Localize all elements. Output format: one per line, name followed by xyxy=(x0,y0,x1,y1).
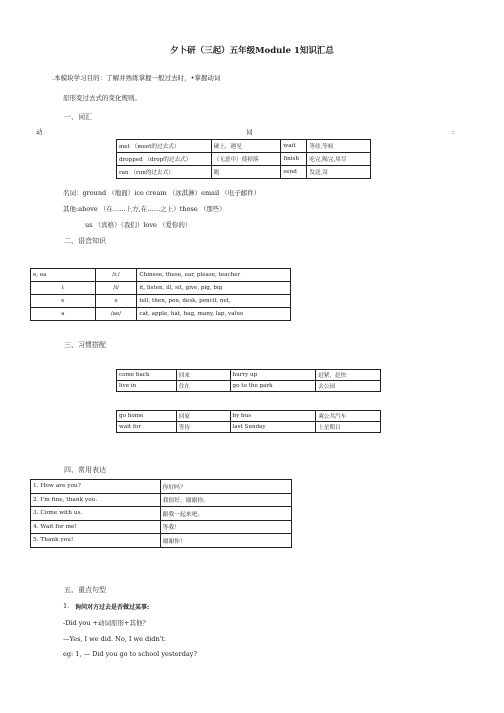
table-cell: 吃完,喝完,用尽 xyxy=(307,153,371,166)
table-cell: 3. Come with us. xyxy=(31,507,161,521)
table-cell: i xyxy=(31,282,96,295)
vocab-label-left: 动 xyxy=(36,128,43,136)
table-cell: 谢谢你！ xyxy=(160,534,291,548)
nouns-line: 名词：ground （地面）ice cream （冰淇淋）email （电子邮件） xyxy=(63,189,261,197)
table-cell: 你好吗？ xyxy=(160,480,291,494)
table-cell: wait for xyxy=(117,422,177,433)
table-row xyxy=(31,269,291,282)
vocab-table xyxy=(116,139,371,179)
phrases-table-1 xyxy=(116,369,381,392)
intro-line-2: 原形变过去式的变化规则。 xyxy=(63,94,141,102)
table-cell: 2. I'm fine, thank you. xyxy=(31,493,161,507)
table-row xyxy=(117,140,371,153)
table-cell: by bus xyxy=(230,411,316,422)
table-cell: cat, apple, hat, bag, many, lap, value xyxy=(137,308,291,321)
table-row xyxy=(31,507,292,521)
table-row xyxy=(31,480,292,494)
table-cell: ran （run的过去式） xyxy=(117,166,212,179)
table-cell: （无意中）使掉落 xyxy=(211,153,281,166)
table-cell: a xyxy=(31,308,96,321)
table-cell: 碰上，遇见 xyxy=(211,140,281,153)
table-row xyxy=(31,520,292,534)
table-cell: 乘公共汽车 xyxy=(316,411,381,422)
table-cell: last Sunday xyxy=(230,422,316,433)
table-cell: go to the park xyxy=(230,381,316,392)
sentence-item-number: 1. xyxy=(63,602,70,610)
others-line-1: 其他:above （在……上方,在……之上）those （那些） xyxy=(63,205,226,213)
table-cell: tell, then, pen, desk, pencil, net, xyxy=(137,295,291,308)
table-cell: send xyxy=(281,166,307,179)
page-title: 夕卜研（三起）五年级Module 1知识汇总 xyxy=(170,46,334,56)
table-cell: 赶紧，赶快 xyxy=(316,370,381,381)
table-cell: Chinese, these, ear, please, teacher xyxy=(137,269,291,282)
sentence-example: eg: 1, — Did you go to school yesterday? xyxy=(63,650,197,658)
table-cell: /i/ xyxy=(95,282,137,295)
table-cell: 上星期日 xyxy=(316,422,381,433)
table-cell: go home xyxy=(117,411,177,422)
table-row xyxy=(31,295,291,308)
table-cell: 我很好，谢谢你。 xyxy=(160,493,291,507)
sentence-answer-pattern: —Yes, I we did. No, I we didn't. xyxy=(63,635,167,643)
table-cell: 回家 xyxy=(176,411,230,422)
table-cell: 跟我一起来吧。 xyxy=(160,507,291,521)
table-row xyxy=(31,282,291,295)
table-cell: 发送,寄 xyxy=(307,166,371,179)
table-cell: 1. How are you? xyxy=(31,480,161,494)
table-row xyxy=(117,422,381,433)
table-cell: 去公园 xyxy=(316,381,381,392)
intro-line-1: .本模块学习目的：了解并熟练掌握一般过去时，•掌握动词 xyxy=(52,74,221,82)
vocab-label-mid: 词 xyxy=(246,128,253,136)
table-cell: dropped （drop的过去式） xyxy=(117,153,212,166)
section-phonics-heading: 二、语音知识 xyxy=(64,237,106,245)
table-cell: 等待 xyxy=(176,422,230,433)
table-cell: 等待,等候 xyxy=(307,140,371,153)
expressions-table xyxy=(30,479,292,548)
sentence-question-pattern: -Did you +动词原形+其他？ xyxy=(63,619,149,627)
table-cell: 5. Thank you! xyxy=(31,534,161,548)
vocab-label-right: : xyxy=(452,128,455,136)
section-sentences-heading: 五、重点句型 xyxy=(64,586,106,594)
table-cell: e, ea xyxy=(31,269,96,282)
table-row xyxy=(117,381,381,392)
table-row xyxy=(117,166,371,179)
phonics-table xyxy=(30,268,291,321)
table-cell: come back xyxy=(117,370,177,381)
table-row xyxy=(117,411,381,422)
section-phrases-heading: 三、习惯搭配 xyxy=(64,341,106,349)
table-cell: hurry up xyxy=(230,370,316,381)
table-row xyxy=(117,370,381,381)
table-row xyxy=(117,153,371,166)
table-row xyxy=(31,493,292,507)
table-cell: /i:/ xyxy=(95,269,137,282)
table-cell: 4. Wait for me! xyxy=(31,520,161,534)
table-cell: live in xyxy=(117,381,177,392)
others-line-2: us （宾格）（我们）love （爱你的） xyxy=(85,221,192,229)
table-row xyxy=(31,308,291,321)
sentence-item-heading: 询问对方过去是否做过某事: xyxy=(75,604,150,611)
section-vocab-heading: 一、词汇 xyxy=(64,113,92,121)
table-cell: 回来 xyxy=(176,370,230,381)
table-cell: finish xyxy=(281,153,307,166)
section-expressions-heading: 四、常用表达 xyxy=(64,466,106,474)
table-cell: e xyxy=(95,295,137,308)
table-cell: /ae/ xyxy=(95,308,137,321)
table-cell: 住在 xyxy=(176,381,230,392)
table-cell: 等我！ xyxy=(160,520,291,534)
table-cell: e xyxy=(31,295,96,308)
phrases-table-2 xyxy=(116,410,381,433)
table-row xyxy=(31,534,292,548)
table-cell: 跑 xyxy=(211,166,281,179)
table-cell: it, listen, ill, sit, give, pig, big xyxy=(137,282,291,295)
table-cell: wait xyxy=(281,140,307,153)
table-cell: met （meet的过去式） xyxy=(117,140,212,153)
